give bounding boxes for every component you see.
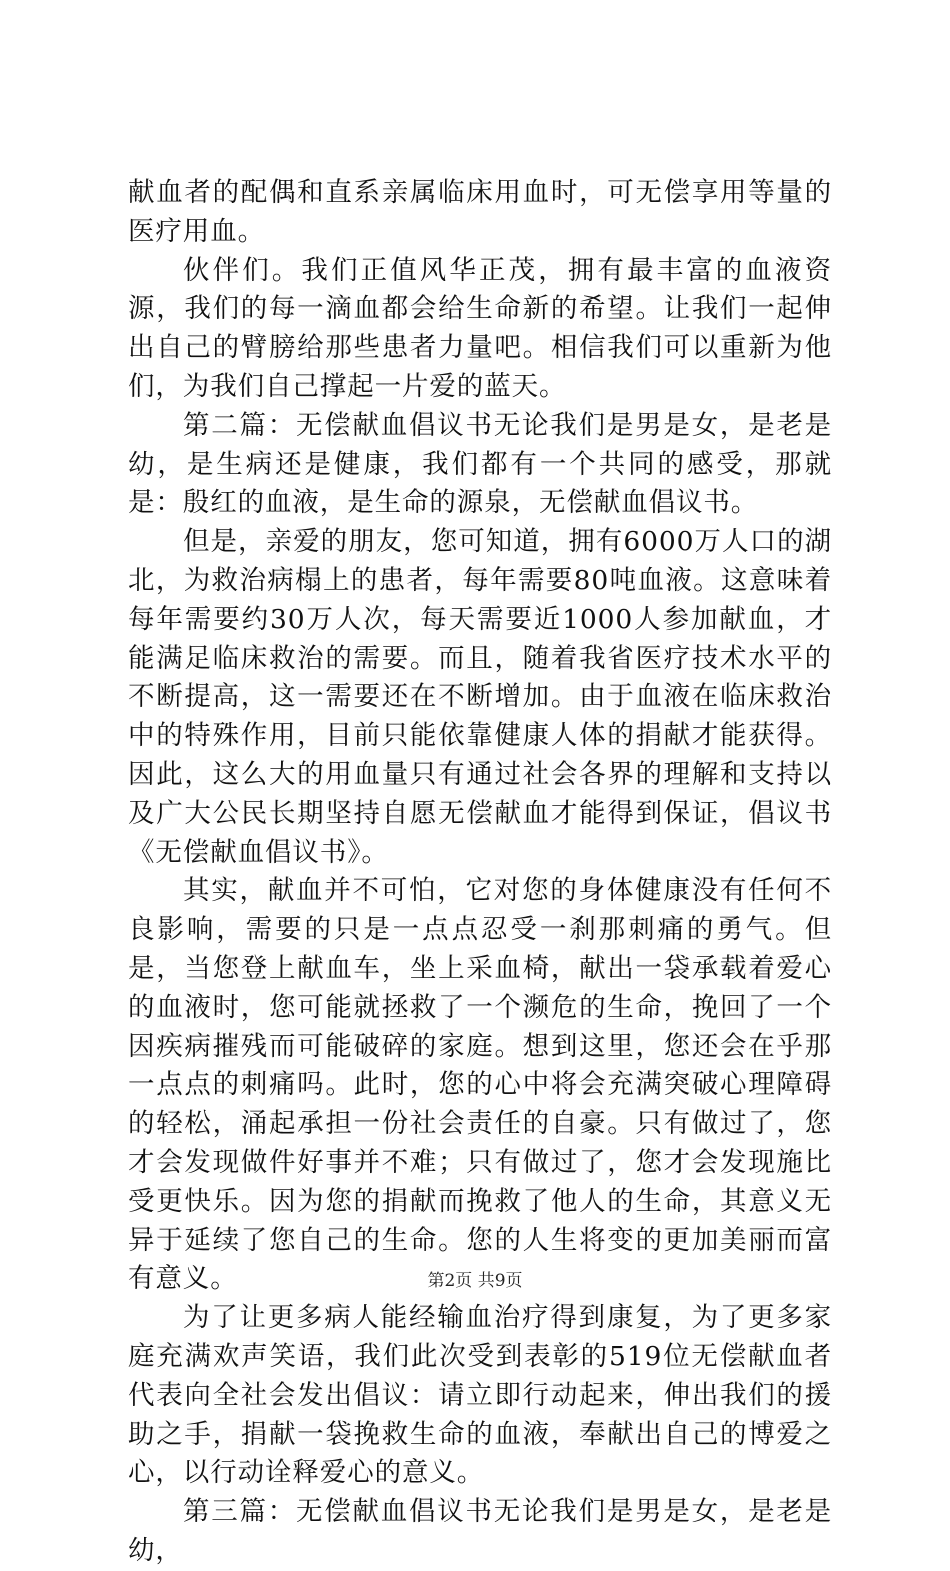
page-number-footer: 第2页 共9页	[427, 1271, 523, 1291]
paragraph: 其实，献血并不可怕，它对您的身体健康没有任何不良影响，需要的只是一点点忍受一刹那刺痛的勇气。但是，当您登上献血车，坐上采血椅，献出一袋承载着爱心的血液时，您可能就拯救了一个濒危的生命，挽回了一个因疾病摧残而可能破碎的家庭。想到这里，您还会在乎那一点点的刺痛吗。此时，您的心中将会充满突破心理障碍的轻松，涌起承担一份社会责任的自豪。只有做过了，您才会发现做件好事并不难；只有做过了，您才会发现施比受更快乐。因为您的捐献而挽救了他人的生命，其意义无异于延续了您自己的生命。您的人生将变的更加美丽而富有意义。	[128, 875, 832, 1295]
paragraph: 但是，亲爱的朋友，您可知道，拥有6000万人口的湖北，为救治病榻上的患者，每年需要80吨血液。这意味着每年需要约30万人次，每天需要近1000人参加献血，才能满足临床救治的需要。而且，随着我省医疗技术水平的不断提高，这一需要还在不断增加。由于血液在临床救治中的特殊作用，目前只能依靠健康人体的捐献才能获得。因此，这么大的用血量只有通过社会各界的理解和支持以及广大公民长期坚持自愿无偿献血才能得到保证，倡议书《无偿献血倡议书》。	[128, 526, 832, 868]
paragraph-continuation: 献血者的配偶和直系亲属临床用血时，可无偿享用等量的医疗用血。	[128, 177, 832, 247]
paragraph: 为了让更多病人能经输血治疗得到康复，为了更多家庭充满欢声笑语，我们此次受到表彰的519位无偿献血者代表向全社会发出倡议：请立即行动起来，伸出我们的援助之手，捐献一袋挽救生命的血液，奉献出自己的博爱之心，以行动诠释爱心的意义。	[128, 1302, 832, 1489]
paragraph-section-heading: 第二篇：无偿献血倡议书无论我们是男是女，是老是幼，是生病还是健康，我们都有一个共同的感受，那就是：殷红的血液，是生命的源泉，无偿献血倡议书。	[128, 409, 832, 519]
paragraph-section-heading: 第三篇：无偿献血倡议书无论我们是男是女，是老是幼，	[128, 1496, 832, 1566]
paragraph: 伙伴们。我们正值风华正茂，拥有最丰富的血液资源，我们的每一滴血都会给生命新的希望。让我们一起伸出自己的臂膀给那些患者力量吧。相信我们可以重新为他们，为我们自己撑起一片爱的蓝天。	[128, 254, 832, 402]
document-body	[128, 174, 832, 1571]
